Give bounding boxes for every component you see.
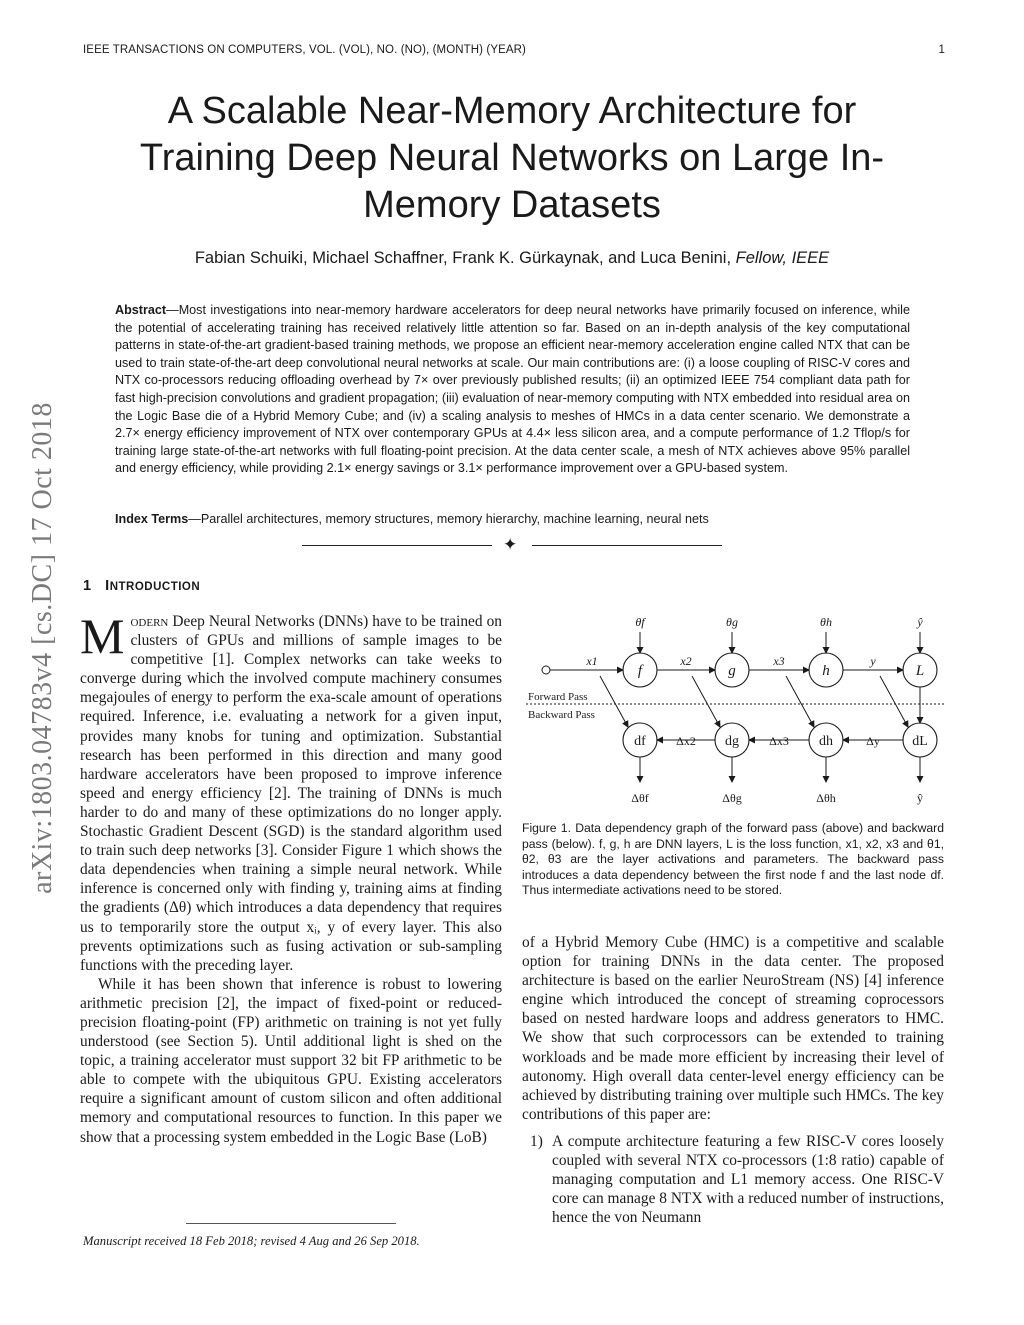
divider-line-right [532, 545, 722, 546]
forward-node-label: L [915, 663, 925, 679]
abstract [115, 302, 910, 478]
gradient-label: Δθg [722, 791, 742, 805]
paper-title: A Scalable Near-Memory Architecture for Training Deep Neural Networks on Large In-Memory Datasets [139, 90, 885, 226]
intro-paragraph-2: While it has been shown that inference is robust to lowering arithmetic precision [2], the impact of fixed-point or reduced-precision floating-point (FP) arithmetic on training is not yet fully understood (see Section 5). Until additional light is shed on the topic, a training accelerator must support 32 bit FP arithmetic to be able to compete with the ubiquitous GPU. Existing accelerators require a significant amount of custom silicon and often additional memory and computational resources to function. In this paper we show that a processing system embedded in the Logic Base (LoB) [80, 975, 502, 1146]
author-suffix: Fellow, IEEE [735, 249, 830, 267]
figure-1-graph [522, 612, 952, 817]
forward-edge-label: y [870, 654, 876, 668]
contribution-list-item [522, 1132, 944, 1227]
section-divider [302, 535, 722, 554]
backward-edge-label: Δy [866, 734, 880, 748]
intro-smallcaps: odern [130, 613, 169, 630]
param-label: θg [726, 615, 738, 629]
index-terms-label: Index Terms [115, 512, 189, 526]
arxiv-sidebar [18, 355, 68, 940]
backward-node-label: dL [912, 734, 928, 749]
dependency-arrow [600, 676, 628, 727]
intro-paragraph-1 [80, 608, 502, 975]
forward-node-label: g [728, 663, 736, 679]
backward-edge-label: Δx3 [769, 734, 789, 748]
dependency-arrow [880, 676, 908, 727]
abstract-text: —Most investigations into near-memory hardware accelerators for deep neural networks have primarily focused on inference, while the potential of accelerating training has received relatively little attention so far. Based on an in-depth analysis of the key computational patterns in state-of-the-art gradient-based training methods, we propose an efficient near-memory acceleration engine called NTX that can be used to train state-of-the-art deep convolutional neural networks at scale. Our main contributions are: (i) a loose coupling of RISC-V cores and NTX co-processors reducing offloading overhead by 7× over previously published results; (ii) an optimized IEEE 754 compliant data path for fast high-precision convolutions and gradient propagation; (iii) evaluation of near-memory computing with NTX embedded into residual area on the Logic Base die of a Hybrid Memory Cube; and (iv) a scaling analysis to meshes of HMCs in a data center scenario. We demonstrate a 2.7× energy efficiency improvement of NTX over contemporary GPUs at 4.4× less silicon area, and a compute performance of 1.2 Tflop/s for training large state-of-the-art networks with full floating-point precision. At the data center scale, a mesh of NTX achieves above 95% parallel and energy efficiency, while providing 2.1× energy savings or 3.1× performance improvement over a GPU-based system. [115, 303, 910, 476]
backward-pass-label: Backward Pass [528, 709, 595, 721]
section-number: 1 [83, 578, 92, 594]
param-label: θf [635, 615, 645, 629]
forward-pass-label: Forward Pass [528, 691, 588, 703]
left-column [80, 608, 502, 1147]
index-terms-text: —Parallel architectures, memory structures, memory hierarchy, machine learning, neural nets [188, 512, 709, 526]
backward-node-label: dh [819, 734, 833, 749]
list-item-text: A compute architecture featuring a few RISC-V cores loosely coupled with several NTX co-processors (1:8 ratio) capable of managing computation and L1 memory access. One RISC-V core can manage 8 NTX with a reduced number of instructions, hence the von Neumann [552, 1132, 944, 1227]
arxiv-identifier: arXiv:1803.04783v4 [cs.DC] 17 Oct 2018 [27, 401, 58, 894]
section-first-letter: I [105, 578, 110, 594]
section-title-rest: NTRODUCTION [109, 581, 201, 593]
backward-node-label: df [634, 734, 646, 749]
divider-diamond-icon: ✦ [503, 535, 518, 554]
section-heading [83, 578, 200, 594]
dependency-arrow [786, 676, 814, 727]
right-paragraph-1: of a Hybrid Memory Cube (HMC) is a competitive and scalable option for training DNNs in the data center. The proposed architecture is based on the earlier NeuroStream (NS) [4] inference engine which introduced the concept of streaming coprocessors based on nested hardware loops and address generators to HMC. We show that such corprocessors can be extended to training workloads and be made more efficient by increasing their level of autonomy. High overall data center-level energy efficiency can be achieved by distributing training over multiple such HMCs. The key contributions of this paper are: [522, 934, 944, 1123]
backward-node-label: dg [725, 734, 739, 749]
index-terms [115, 512, 910, 526]
param-label: ŷ [917, 615, 923, 629]
backward-edge-label: Δx2 [676, 734, 696, 748]
edge-label-x1: x1 [586, 654, 598, 668]
gradient-label: Δθh [816, 791, 836, 805]
figure-1-caption: Figure 1. Data dependency graph of the forward pass (above) and backward pass (below). f, g, h are DNN layers, L is the loss function, x1, x2, x3 and θ1, θ2, θ3 are the layer activations and parameters. The backward pass introduces a data dependency between the first node f and the last node df. Thus intermediate activations need to be stored. [522, 821, 944, 897]
page-number: 1 [938, 44, 945, 56]
journal-line: IEEE TRANSACTIONS ON COMPUTERS, VOL. (VOL), NO. (NO), (MONTH) (YEAR) [83, 44, 526, 56]
dependency-arrow [692, 676, 720, 727]
author-names: Fabian Schuiki, Michael Schaffner, Frank K. Gürkaynak, and Luca Benini, [194, 249, 732, 267]
footnote-rule [186, 1223, 396, 1224]
forward-node-label: h [822, 663, 830, 679]
input-dot [542, 666, 550, 674]
divider-line-left [302, 545, 492, 546]
list-item-number: 1) [530, 1132, 543, 1150]
forward-edge-label: x3 [773, 654, 785, 668]
right-column [522, 933, 944, 1227]
gradient-label: ŷ [917, 791, 923, 805]
abstract-label: Abstract [115, 303, 167, 317]
author-list [100, 249, 924, 268]
gradient-label: Δθf [631, 791, 649, 805]
drop-cap: M [80, 608, 125, 664]
param-label: θh [820, 615, 832, 629]
forward-node-label: f [637, 663, 643, 679]
running-header [83, 44, 945, 56]
intro-p1-text: Deep Neural Networks (DNNs) have to be trained on clusters of GPUs and millions of sample images to be competitive [1]. Complex networks can take weeks to converge during which the involved compute machinery consumes megajoules of energy to perform the exa-scale amount of operations required. Inference, i.e. evaluating a network for a given input, provides many knobs for tuning and optimization. Substantial research has been performed in this direction and many good hardware accelerators have been proposed to improve inference speed and energy efficiency [2]. The training of DNNs is much harder to do and many of these optimizations do no longer apply. Stochastic Gradient Descent (SGD) is the standard algorithm used to train such deep networks [3]. Consider Figure 1 which shows the data dependencies when training a simple neural network. While inference is concerned only with finding y, training aims at finding the gradients (Δθ) which introduces a data dependency that requires us to temporarily store the output xᵢ, y of every layer. This also prevents optimizations such as fusing activation or sub-sampling functions with the preceding layer. [80, 613, 502, 974]
footnote: Manuscript received 18 Feb 2018; revised 4 Aug and 26 Sep 2018. [83, 1234, 420, 1248]
forward-edge-label: x2 [680, 654, 692, 668]
